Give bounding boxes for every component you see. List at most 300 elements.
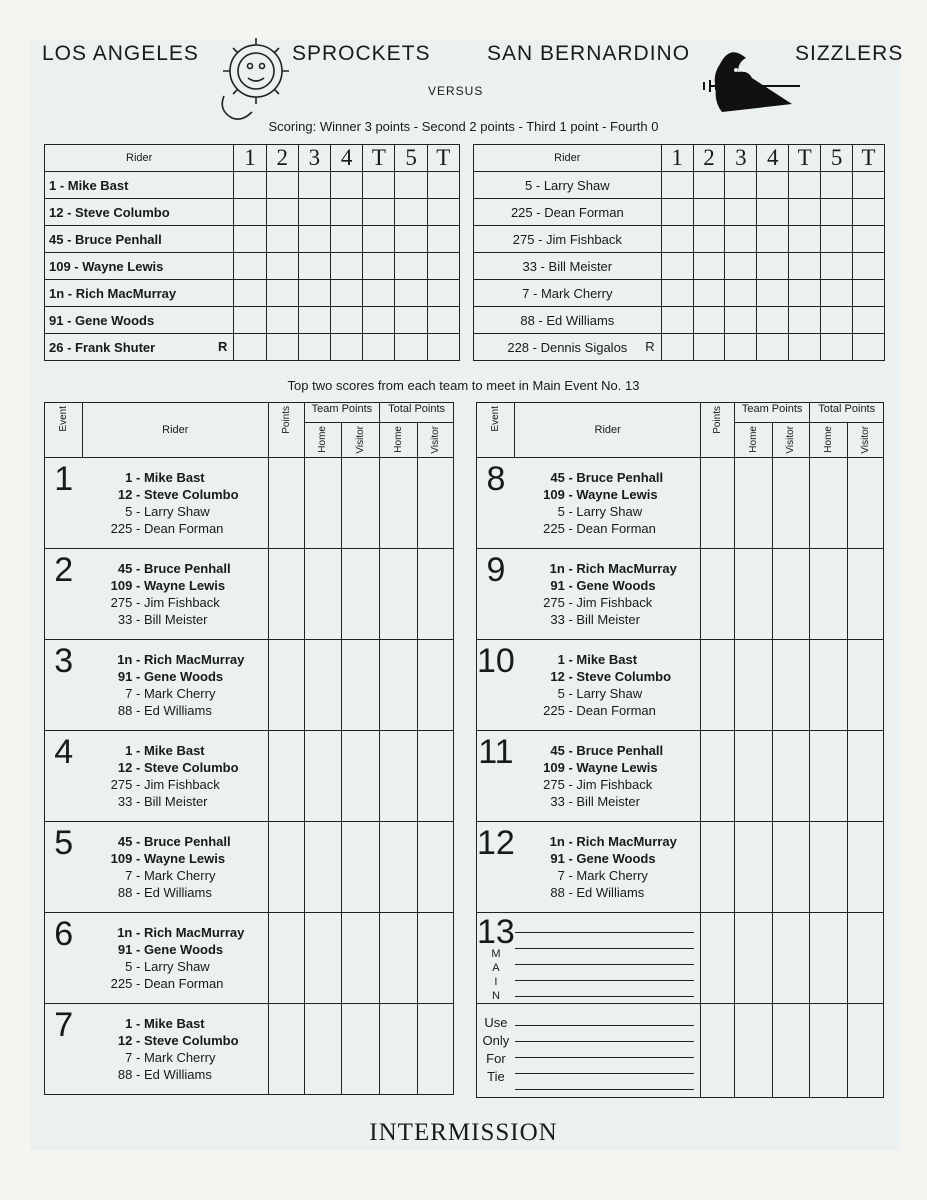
score-cell[interactable] — [380, 548, 418, 639]
event-number: 9 — [477, 548, 515, 639]
score-cell[interactable] — [427, 172, 459, 199]
rider-name: 275 - Jim Fishback — [474, 226, 662, 253]
score-cell[interactable] — [380, 821, 418, 912]
score-cell[interactable] — [821, 199, 853, 226]
event-rider: 109 - Wayne Lewis — [543, 486, 658, 502]
home-city: LOS ANGELES — [42, 42, 199, 65]
event-row — [477, 821, 884, 912]
score-cell[interactable] — [772, 1003, 810, 1097]
rider-name: 88 - Ed Williams — [474, 307, 662, 334]
rider-name: 7 - Mark Cherry — [474, 280, 662, 307]
score-cell[interactable] — [701, 821, 735, 912]
score-cell[interactable] — [234, 307, 266, 334]
event-rider: 225 - Dean Forman — [543, 520, 656, 536]
event-rider: 109 - Wayne Lewis — [543, 759, 658, 775]
event-rider: 275 - Jim Fishback — [543, 594, 653, 610]
event-rider: 7 - Mark Cherry — [125, 1049, 216, 1065]
heat-column-header: 5 — [821, 145, 853, 172]
event-rider: 88 - Ed Williams — [117, 1066, 212, 1082]
reserve-mark: R — [217, 339, 228, 354]
score-cell[interactable] — [725, 172, 757, 199]
score-cell[interactable] — [331, 226, 363, 253]
score-cell[interactable] — [395, 253, 427, 280]
event-rider: 12 - Steve Columbo — [117, 1032, 239, 1048]
score-cell[interactable] — [853, 172, 885, 199]
score-cell[interactable] — [234, 226, 266, 253]
score-cell[interactable] — [789, 280, 821, 307]
event-rider: 88 - Ed Williams — [117, 884, 212, 900]
score-cell[interactable] — [418, 1003, 454, 1094]
score-cell[interactable] — [701, 1003, 735, 1097]
event-number: 13 M A I N — [477, 912, 515, 1002]
score-cell[interactable] — [848, 821, 884, 912]
score-cell[interactable] — [734, 1003, 772, 1097]
score-cell[interactable] — [848, 639, 884, 730]
score-cell[interactable] — [304, 912, 342, 1003]
event-rider: 275 - Jim Fishback — [110, 594, 220, 610]
event-number: 12 — [477, 821, 515, 912]
score-cell[interactable] — [789, 334, 821, 361]
score-cell[interactable] — [693, 226, 725, 253]
score-cell[interactable] — [363, 334, 395, 361]
score-cell[interactable] — [853, 253, 885, 280]
score-cell[interactable] — [395, 199, 427, 226]
score-cell[interactable] — [734, 548, 772, 639]
score-cell[interactable] — [427, 253, 459, 280]
score-cell[interactable] — [234, 199, 266, 226]
score-cell[interactable] — [853, 199, 885, 226]
score-cell[interactable] — [363, 226, 395, 253]
home-column-header: Home — [810, 423, 848, 458]
score-cell[interactable] — [757, 226, 789, 253]
event-number: 8 — [477, 457, 515, 548]
event-row — [45, 821, 454, 912]
score-cell[interactable] — [342, 457, 380, 548]
score-cell[interactable] — [661, 253, 693, 280]
event-row — [477, 457, 884, 548]
score-cell[interactable] — [234, 334, 266, 361]
heat-column-header: 1 — [661, 145, 693, 172]
rider-name: 5 - Larry Shaw — [474, 172, 662, 199]
home-column-header: Home — [304, 423, 342, 458]
score-cell[interactable] — [427, 334, 459, 361]
score-cell[interactable] — [821, 172, 853, 199]
score-cell[interactable] — [772, 912, 810, 1003]
score-cell[interactable] — [701, 457, 735, 548]
score-cell[interactable] — [772, 730, 810, 821]
event-riders — [515, 548, 701, 639]
score-cell[interactable] — [821, 334, 853, 361]
team-points-header: Team Points — [304, 403, 380, 423]
score-cell[interactable] — [757, 280, 789, 307]
rider-row — [474, 307, 885, 334]
score-cell[interactable] — [298, 280, 330, 307]
score-cell[interactable] — [395, 226, 427, 253]
event-rider: 5 - Larry Shaw — [557, 503, 643, 519]
rider-row — [45, 334, 460, 361]
rider-name: 26 - Frank Shuter R — [45, 334, 234, 361]
score-cell[interactable] — [418, 821, 454, 912]
score-cell[interactable] — [693, 307, 725, 334]
score-cell[interactable] — [848, 730, 884, 821]
rider-row — [474, 280, 885, 307]
score-cell[interactable] — [757, 199, 789, 226]
rider-row — [45, 253, 460, 280]
rider-row — [474, 334, 885, 361]
event-number: 11 — [477, 730, 515, 821]
score-cell[interactable] — [427, 226, 459, 253]
event-rider: 12 - Steve Columbo — [550, 668, 672, 684]
event-riders — [82, 548, 268, 639]
score-cell[interactable] — [266, 226, 298, 253]
score-cell[interactable] — [304, 1003, 342, 1094]
total-points-header: Total Points — [380, 403, 454, 423]
score-cell[interactable] — [693, 172, 725, 199]
score-cell[interactable] — [810, 639, 848, 730]
event-riders — [82, 912, 268, 1003]
event-row — [45, 639, 454, 730]
score-cell[interactable] — [810, 1003, 848, 1097]
score-cell[interactable] — [331, 280, 363, 307]
event-rider: 33 - Bill Meister — [117, 611, 208, 627]
score-cell[interactable] — [266, 280, 298, 307]
score-cell[interactable] — [734, 457, 772, 548]
score-cell[interactable] — [363, 199, 395, 226]
score-cell[interactable] — [298, 307, 330, 334]
rider-row — [45, 226, 460, 253]
score-cell[interactable] — [342, 639, 380, 730]
score-cell[interactable] — [234, 280, 266, 307]
score-cell[interactable] — [418, 912, 454, 1003]
home-column-header: Home — [380, 423, 418, 458]
score-cell[interactable] — [821, 307, 853, 334]
event-row — [45, 1003, 454, 1094]
heat-column-header: 4 — [331, 145, 363, 172]
score-cell[interactable] — [427, 307, 459, 334]
event-riders — [82, 1003, 268, 1094]
score-cell[interactable] — [418, 457, 454, 548]
score-cell[interactable] — [268, 821, 304, 912]
score-cell[interactable] — [757, 307, 789, 334]
heat-column-header: 4 — [757, 145, 789, 172]
score-cell[interactable] — [266, 334, 298, 361]
event-rider: 109 - Wayne Lewis — [110, 577, 226, 593]
rider-row — [474, 172, 885, 199]
score-cell[interactable] — [342, 912, 380, 1003]
score-cell[interactable] — [331, 307, 363, 334]
rider-name: 45 - Bruce Penhall — [45, 226, 234, 253]
score-cell[interactable] — [821, 280, 853, 307]
score-cell[interactable] — [331, 172, 363, 199]
score-cell[interactable] — [725, 253, 757, 280]
score-cell[interactable] — [363, 280, 395, 307]
score-cell[interactable] — [853, 280, 885, 307]
visitor-column-header: Visitor — [418, 423, 454, 458]
main-event-note: Top two scores from each team to meet in Main Event No. 13 — [287, 378, 640, 393]
score-cell[interactable] — [789, 253, 821, 280]
heat-column-header: 2 — [693, 145, 725, 172]
score-cell[interactable] — [418, 548, 454, 639]
score-cell[interactable] — [298, 199, 330, 226]
score-cell[interactable] — [810, 457, 848, 548]
score-cell[interactable] — [298, 334, 330, 361]
score-cell[interactable] — [772, 457, 810, 548]
event-rider: 45 - Bruce Penhall — [550, 742, 664, 758]
score-cell[interactable] — [268, 912, 304, 1003]
score-cell[interactable] — [725, 334, 757, 361]
score-cell[interactable] — [418, 730, 454, 821]
event-number: 7 — [45, 1003, 83, 1094]
event-row — [45, 457, 454, 548]
event-rider: 5 - Larry Shaw — [125, 503, 210, 519]
versus-label: VERSUS — [428, 84, 484, 98]
event-rider: 45 - Bruce Penhall — [550, 469, 664, 485]
score-cell[interactable] — [418, 639, 454, 730]
score-cell[interactable] — [693, 280, 725, 307]
score-cell[interactable] — [342, 821, 380, 912]
tie-row — [477, 1003, 884, 1097]
score-cell[interactable] — [395, 172, 427, 199]
score-cell[interactable] — [693, 199, 725, 226]
event-rider: 225 - Dean Forman — [110, 975, 224, 991]
event-number: 6 — [45, 912, 83, 1003]
rider-name: 109 - Wayne Lewis — [45, 253, 234, 280]
score-cell[interactable] — [661, 172, 693, 199]
score-cell[interactable] — [661, 199, 693, 226]
tie-label: Use Only For Tie — [477, 1003, 515, 1097]
home-rider-table — [44, 144, 460, 361]
score-cell[interactable] — [725, 280, 757, 307]
score-cell[interactable] — [342, 1003, 380, 1094]
home-column-header: Home — [734, 423, 772, 458]
event-riders — [515, 639, 701, 730]
event-rider: 1 - Mike Bast — [125, 742, 205, 758]
heat-column-header: 3 — [725, 145, 757, 172]
score-cell[interactable] — [363, 172, 395, 199]
rider-row — [474, 226, 885, 253]
away-team: SIZZLERS — [795, 42, 904, 65]
score-cell[interactable] — [427, 199, 459, 226]
score-cell[interactable] — [734, 730, 772, 821]
event-riders — [515, 457, 701, 548]
event-rider: 225 - Dean Forman — [110, 520, 224, 536]
score-cell[interactable] — [853, 307, 885, 334]
rider-row — [474, 253, 885, 280]
score-cell[interactable] — [853, 334, 885, 361]
sprocket-logo-icon — [214, 26, 294, 126]
score-cell[interactable] — [693, 253, 725, 280]
score-cell[interactable] — [693, 334, 725, 361]
score-cell[interactable] — [234, 172, 266, 199]
score-cell[interactable] — [331, 334, 363, 361]
heat-column-header: 2 — [266, 145, 298, 172]
event-row — [477, 730, 884, 821]
rider-column-header: Rider — [82, 403, 268, 458]
score-cell[interactable] — [304, 457, 342, 548]
score-cell[interactable] — [661, 307, 693, 334]
event-number: 5 — [45, 821, 83, 912]
score-cell[interactable] — [298, 172, 330, 199]
score-cell[interactable] — [427, 280, 459, 307]
event-rider: 1n - Rich MacMurray — [549, 560, 677, 576]
event-rider: 33 - Bill Meister — [550, 611, 640, 627]
rider-column-header: Rider — [515, 403, 701, 458]
score-cell[interactable] — [701, 912, 735, 1003]
event-column-header: Event — [477, 403, 515, 458]
score-cell[interactable] — [725, 199, 757, 226]
main-event-row — [477, 912, 884, 1003]
score-cell[interactable] — [380, 730, 418, 821]
event-number: 1 — [45, 457, 83, 548]
event-rider: 45 - Bruce Penhall — [117, 560, 231, 576]
score-cell[interactable] — [789, 226, 821, 253]
score-cell[interactable] — [266, 253, 298, 280]
score-cell[interactable] — [789, 172, 821, 199]
score-cell[interactable] — [268, 548, 304, 639]
score-cell[interactable] — [363, 307, 395, 334]
score-cell[interactable] — [772, 548, 810, 639]
points-column-header: Points — [701, 403, 735, 458]
event-rider: 109 - Wayne Lewis — [110, 850, 226, 866]
score-cell[interactable] — [810, 821, 848, 912]
score-cell[interactable] — [268, 1003, 304, 1094]
score-cell[interactable] — [661, 226, 693, 253]
score-cell[interactable] — [380, 639, 418, 730]
score-cell[interactable] — [757, 334, 789, 361]
score-cell[interactable] — [268, 457, 304, 548]
event-riders — [515, 821, 701, 912]
score-cell[interactable] — [848, 1003, 884, 1097]
score-cell[interactable] — [331, 253, 363, 280]
score-cell[interactable] — [757, 253, 789, 280]
heat-column-header: T — [853, 145, 885, 172]
score-cell[interactable] — [304, 730, 342, 821]
visitor-column-header: Visitor — [342, 423, 380, 458]
intermission-label: INTERMISSION — [369, 1119, 558, 1146]
score-cell[interactable] — [734, 821, 772, 912]
rider-row — [45, 199, 460, 226]
score-cell[interactable] — [268, 639, 304, 730]
score-cell[interactable] — [266, 307, 298, 334]
rider-row — [45, 172, 460, 199]
points-column-header: Points — [268, 403, 304, 458]
score-cell[interactable] — [734, 912, 772, 1003]
event-rider: 12 - Steve Columbo — [117, 486, 239, 502]
score-cell[interactable] — [395, 280, 427, 307]
score-cell[interactable] — [395, 334, 427, 361]
score-cell[interactable] — [701, 548, 735, 639]
score-cell[interactable] — [848, 548, 884, 639]
total-points-header: Total Points — [810, 403, 884, 423]
event-rider: 91 - Gene Woods — [117, 941, 224, 957]
score-cell[interactable] — [380, 1003, 418, 1094]
event-number: 10 — [477, 639, 515, 730]
rider-column-header: Rider — [45, 145, 234, 172]
score-cell[interactable] — [701, 730, 735, 821]
heat-column-header: 1 — [234, 145, 266, 172]
score-cell[interactable] — [266, 199, 298, 226]
score-cell[interactable] — [772, 639, 810, 730]
score-cell[interactable] — [789, 307, 821, 334]
event-rider: 33 - Bill Meister — [550, 793, 640, 809]
score-cell[interactable] — [661, 280, 693, 307]
score-cell[interactable] — [757, 172, 789, 199]
heat-column-header: 5 — [395, 145, 427, 172]
event-number: 3 — [45, 639, 83, 730]
score-cell[interactable] — [395, 307, 427, 334]
score-cell[interactable] — [380, 912, 418, 1003]
heat-column-header: T — [789, 145, 821, 172]
score-cell[interactable] — [810, 912, 848, 1003]
score-cell[interactable] — [298, 226, 330, 253]
main-event-entry-lines[interactable] — [515, 912, 701, 1003]
score-cell[interactable] — [661, 334, 693, 361]
score-cell[interactable] — [810, 730, 848, 821]
tie-entry-lines[interactable] — [515, 1003, 701, 1097]
heat-column-header: T — [427, 145, 459, 172]
score-cell[interactable] — [734, 639, 772, 730]
score-cell[interactable] — [234, 253, 266, 280]
event-rider: 275 - Jim Fishback — [543, 776, 653, 792]
score-cell[interactable] — [304, 821, 342, 912]
score-cell[interactable] — [725, 307, 757, 334]
score-cell[interactable] — [342, 548, 380, 639]
score-cell[interactable] — [821, 226, 853, 253]
event-rider: 1 - Mike Bast — [125, 469, 205, 485]
event-row — [45, 912, 454, 1003]
event-rider: 91 - Gene Woods — [550, 850, 656, 866]
score-cell[interactable] — [810, 548, 848, 639]
event-rider: 7 - Mark Cherry — [557, 867, 648, 883]
score-cell[interactable] — [268, 730, 304, 821]
score-cell[interactable] — [853, 226, 885, 253]
event-rider: 1 - Mike Bast — [125, 1015, 205, 1031]
right-event-table — [476, 402, 884, 1098]
score-cell[interactable] — [725, 226, 757, 253]
score-cell[interactable] — [848, 912, 884, 1003]
rider-name: 225 - Dean Forman — [474, 199, 662, 226]
score-cell[interactable] — [380, 457, 418, 548]
score-cell[interactable] — [363, 253, 395, 280]
score-cell[interactable] — [772, 821, 810, 912]
score-cell[interactable] — [304, 639, 342, 730]
rider-name: 12 - Steve Columbo — [45, 199, 234, 226]
event-column-header: Event — [45, 403, 83, 458]
event-riders — [82, 639, 268, 730]
event-rider: 91 - Gene Woods — [117, 668, 224, 684]
score-cell[interactable] — [789, 199, 821, 226]
heat-column-header: T — [363, 145, 395, 172]
heat-column-header: 3 — [298, 145, 330, 172]
score-cell[interactable] — [848, 457, 884, 548]
score-cell[interactable] — [342, 730, 380, 821]
rider-name: 91 - Gene Woods — [45, 307, 234, 334]
score-cell[interactable] — [304, 548, 342, 639]
score-cell[interactable] — [298, 253, 330, 280]
rider-name: 33 - Bill Meister — [474, 253, 662, 280]
score-cell[interactable] — [331, 199, 363, 226]
event-rider: 5 - Larry Shaw — [557, 685, 643, 701]
event-number: 2 — [45, 548, 83, 639]
event-riders — [515, 730, 701, 821]
rider-name: 1 - Mike Bast — [45, 172, 234, 199]
event-rider: 7 - Mark Cherry — [125, 867, 216, 883]
event-rider: 33 - Bill Meister — [117, 793, 208, 809]
score-cell[interactable] — [266, 172, 298, 199]
score-cell[interactable] — [821, 253, 853, 280]
home-team: SPROCKETS — [292, 42, 431, 65]
score-cell[interactable] — [701, 639, 735, 730]
